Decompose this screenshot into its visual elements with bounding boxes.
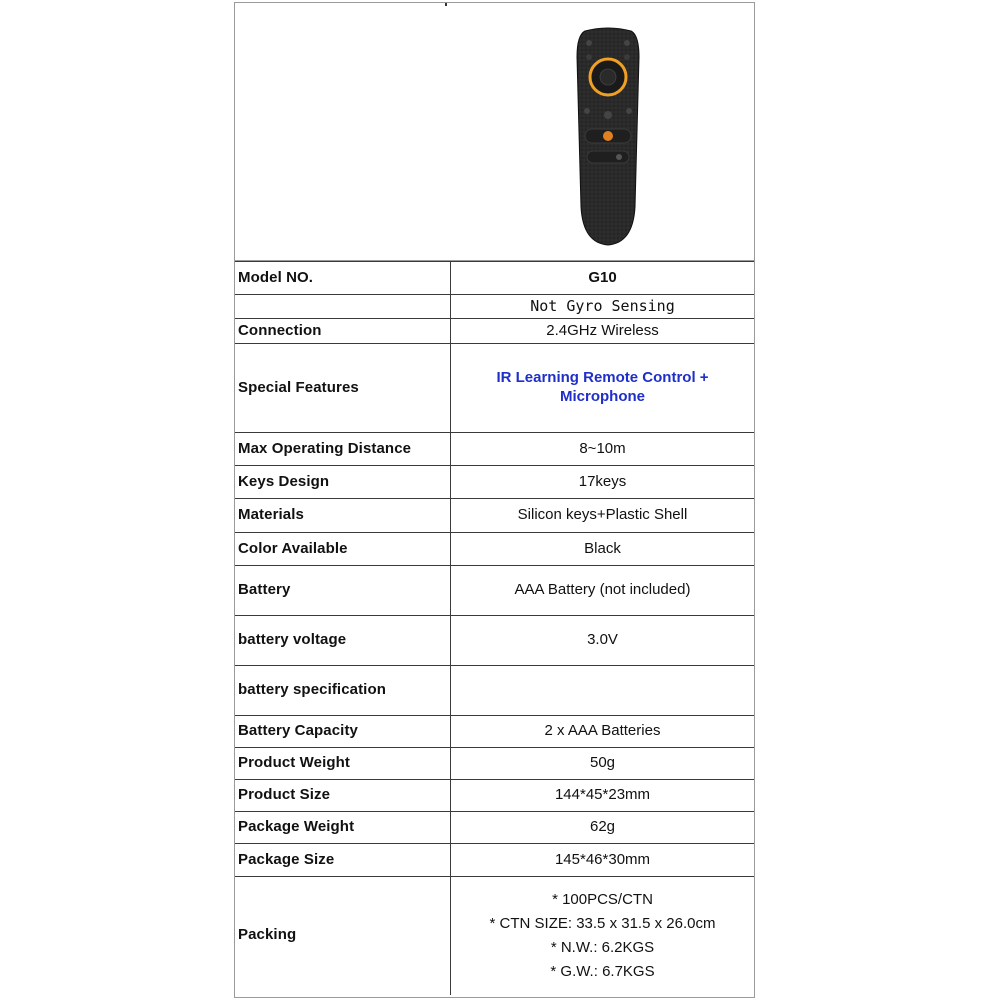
spec-value: Black (451, 533, 755, 566)
spec-value: 144*45*23mm (451, 780, 755, 812)
spec-value: 50g (451, 748, 755, 780)
spec-label: Battery (235, 566, 451, 616)
table-row (235, 748, 754, 780)
table-row (235, 262, 754, 295)
packing-details (451, 877, 755, 995)
table-row (235, 533, 754, 566)
spec-label: Materials (235, 499, 451, 533)
product-sheet (234, 2, 755, 998)
spec-value: 2.4GHz Wireless (451, 319, 755, 344)
table-row (235, 499, 754, 533)
table-row (235, 716, 754, 748)
table-row (235, 433, 754, 466)
spec-value: 62g (451, 812, 755, 844)
spec-value (451, 666, 755, 716)
feature-line: Microphone (560, 388, 645, 405)
spec-value: Silicon keys+Plastic Shell (451, 499, 755, 533)
spec-label: battery specification (235, 666, 451, 716)
remote-illustration (575, 27, 641, 247)
spec-label: Model NO. (235, 262, 451, 295)
packing-line: * G.W.: 6.7KGS (550, 962, 655, 980)
remote-control-image (575, 27, 641, 247)
table-row (235, 877, 754, 995)
spec-table (235, 261, 754, 995)
table-row (235, 666, 754, 716)
spec-value: G10 (451, 262, 755, 295)
table-row (235, 466, 754, 499)
feature-line: IR Learning Remote Control + (496, 369, 709, 387)
spec-label: Package Weight (235, 812, 451, 844)
spec-label: Special Features (235, 344, 451, 433)
spec-label: Packing (235, 877, 451, 995)
table-row (235, 844, 754, 877)
packing-line: * CTN SIZE: 33.5 x 31.5 x 26.0cm (489, 914, 716, 932)
spec-value: 17keys (451, 466, 755, 499)
spec-value: AAA Battery (not included) (451, 566, 755, 616)
product-photo (235, 3, 754, 261)
spec-label: Color Available (235, 533, 451, 566)
spec-label: battery voltage (235, 616, 451, 666)
spec-value: Not Gyro Sensing (451, 295, 755, 319)
table-row (235, 344, 754, 433)
table-row (235, 616, 754, 666)
table-row (235, 780, 754, 812)
spec-label: Battery Capacity (235, 716, 451, 748)
packing-line: * 100PCS/CTN (552, 890, 653, 908)
spec-label: Product Size (235, 780, 451, 812)
spec-label (235, 295, 451, 319)
spec-value: 8~10m (451, 433, 755, 466)
table-row (235, 566, 754, 616)
spec-label: Package Size (235, 844, 451, 877)
spec-label: Max Operating Distance (235, 433, 451, 466)
spec-value: 2 x AAA Batteries (451, 716, 755, 748)
table-row (235, 319, 754, 344)
spec-label: Keys Design (235, 466, 451, 499)
spec-value: 3.0V (451, 616, 755, 666)
table-row (235, 812, 754, 844)
spec-label: Connection (235, 319, 451, 344)
spec-value-special-features (451, 344, 755, 433)
table-row (235, 295, 754, 319)
spec-label: Product Weight (235, 748, 451, 780)
packing-line: * N.W.: 6.2KGS (550, 938, 655, 956)
spec-value: 145*46*30mm (451, 844, 755, 877)
